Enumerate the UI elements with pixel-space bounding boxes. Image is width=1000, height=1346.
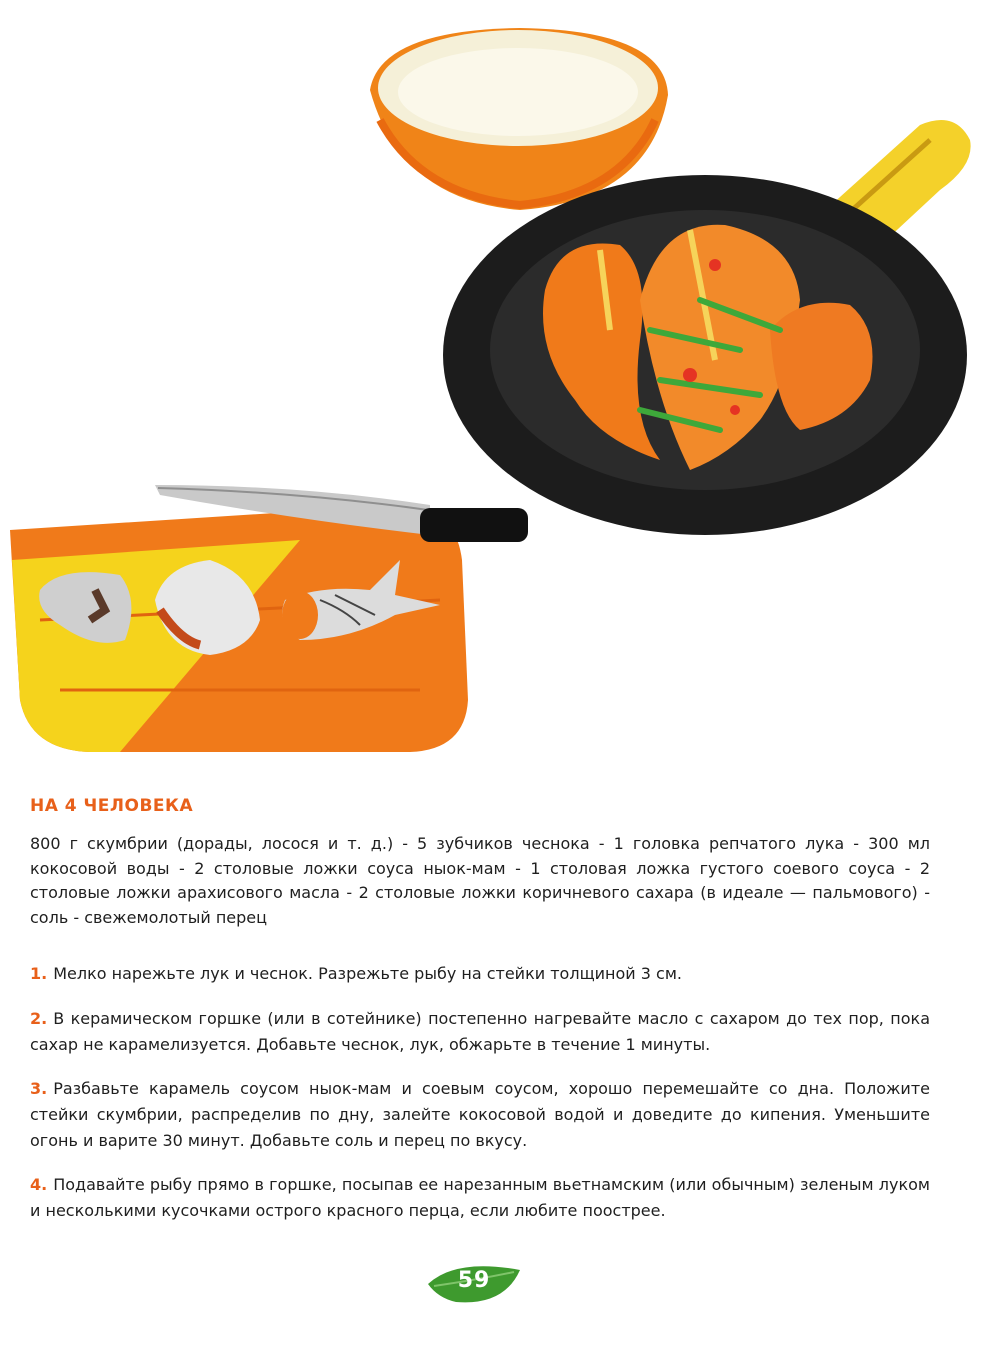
step-text: Разбавьте карамель соусом ныок-мам и соевым соусом, хорошо перемешайте со дна. Положите стейки скумбрии, распределив по дну, залейте кокосовой водой и доведите до кипения. Уменьшите огонь и варите 30 минут. Добавьте соль и перец по вкусу.	[30, 1079, 930, 1150]
rice-bowl-illustration	[370, 28, 668, 210]
recipe-step-1	[30, 961, 930, 987]
recipe-step-3	[30, 1076, 930, 1154]
step-number: 4.	[30, 1175, 48, 1194]
servings-heading: НА 4 ЧЕЛОВЕКА	[30, 796, 194, 816]
step-text: Подавайте рыбу прямо в горшке, посыпав ее нарезанным вьетнамским (или обычным) зеленым луком и несколькими кусочками острого красного перца, если любите поострее.	[30, 1175, 930, 1220]
step-text: Мелко нарежьте лук и чеснок. Разрежьте рыбу на стейки толщиной 3 см.	[53, 964, 682, 983]
recipe-step-4	[30, 1172, 930, 1224]
page-number: 59	[457, 1268, 491, 1293]
recipe-step-2	[30, 1006, 930, 1058]
step-text: В керамическом горшке (или в сотейнике) постепенно нагревайте масло с сахаром до тех пор, пока сахар не карамелизуется. Добавьте чеснок, лук, обжарьте в течение 1 минуты.	[30, 1009, 930, 1054]
ingredients-list: 800 г скумбрии (дорады, лосося и т. д.) - 5 зубчиков чеснока - 1 головка репчатого лука - 300 мл кокосовой воды - 2 столовые ложки соуса ныок-мам - 1 столовая ложка густого соевого соуса - 2 столовые ложки арахисового масла - 2 столовые ложки коричневого сахара (в идеале — пальмового) - соль - свежемолотый перец	[30, 834, 930, 927]
step-number: 2.	[30, 1009, 48, 1028]
step-number: 3.	[30, 1079, 48, 1098]
step-number: 1.	[30, 964, 48, 983]
frying-pan-illustration	[443, 175, 967, 535]
